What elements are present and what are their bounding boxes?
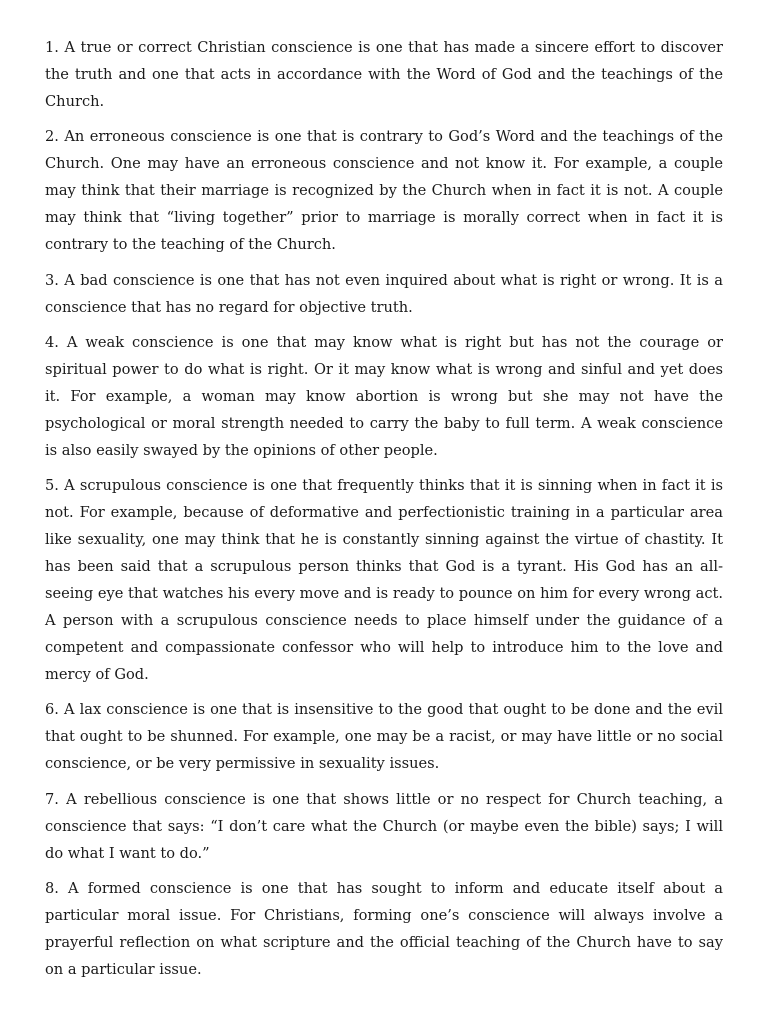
paragraph-lax-conscience: 6. A lax conscience is one that is insensitive to the good that ought to be done and the evil that ought to be shunned. For example, one may be a racist, or may have little or no social conscience, or be very permissive in sexuality issues.	[45, 701, 723, 773]
paragraph-true-conscience: 1. A true or correct Christian conscience is one that has made a sincere effort to discover the truth and one that acts in accordance with the Word of God and the teachings of the Church.	[45, 39, 723, 110]
paragraph-bad-conscience: 3. A bad conscience is one that has not even inquired about what is right or wrong. It is a conscience that has no regard for objective truth.	[45, 271, 723, 316]
paragraph-weak-conscience: 4. A weak conscience is one that may know what is right but has not the courage or spiritual power to do what is right. Or it may know what is wrong and sinful and yet does it. For example, a woman may know abortion is wrong but she may not have the psychological or moral strength needed to carry the baby to full term. A weak conscience is also easily swayed by the opinions of other people.	[45, 334, 723, 459]
paragraph-scrupulous-conscience: 5. A scrupulous conscience is one that frequently thinks that it is sinning when in fact it is not. For example, because of deformative and perfectionistic training in a particular area like sexuality, one may think that he is constantly sinning against the virtue of chastity. It has been said that a scrupulous person thinks that God is a tyrant. His God has an all-seeing eye that watches his every move and is ready to pounce on him for every wrong act. A person with a scrupulous conscience needs to place himself under the guidance of a competent and compassionate confessor who will help to introduce him to the love and mercy of God.	[45, 477, 723, 683]
paragraph-formed-conscience: 8. A formed conscience is one that has sought to inform and educate itself about a particular moral issue. For Christians, forming one’s conscience will always involve a prayerful reflection on what scripture and the official teaching of the Church have to say on a particular issue.	[45, 880, 723, 978]
document-page	[45, 35, 723, 992]
paragraph-rebellious-conscience: 7. A rebellious conscience is one that shows little or no respect for Church teaching, a conscience that says: “I don’t care what the Church (or maybe even the bible) says; I will do what I want to do.”	[45, 790, 723, 862]
paragraph-erroneous-conscience: 2. An erroneous conscience is one that is contrary to God’s Word and the teachings of the Church. One may have an erroneous conscience and not know it. For example, a couple may think that their marriage is recognized by the Church when in fact it is not. A couple may think that “living together” prior to marriage is morally correct when in fact it is contrary to the teaching of the Church.	[45, 128, 723, 254]
